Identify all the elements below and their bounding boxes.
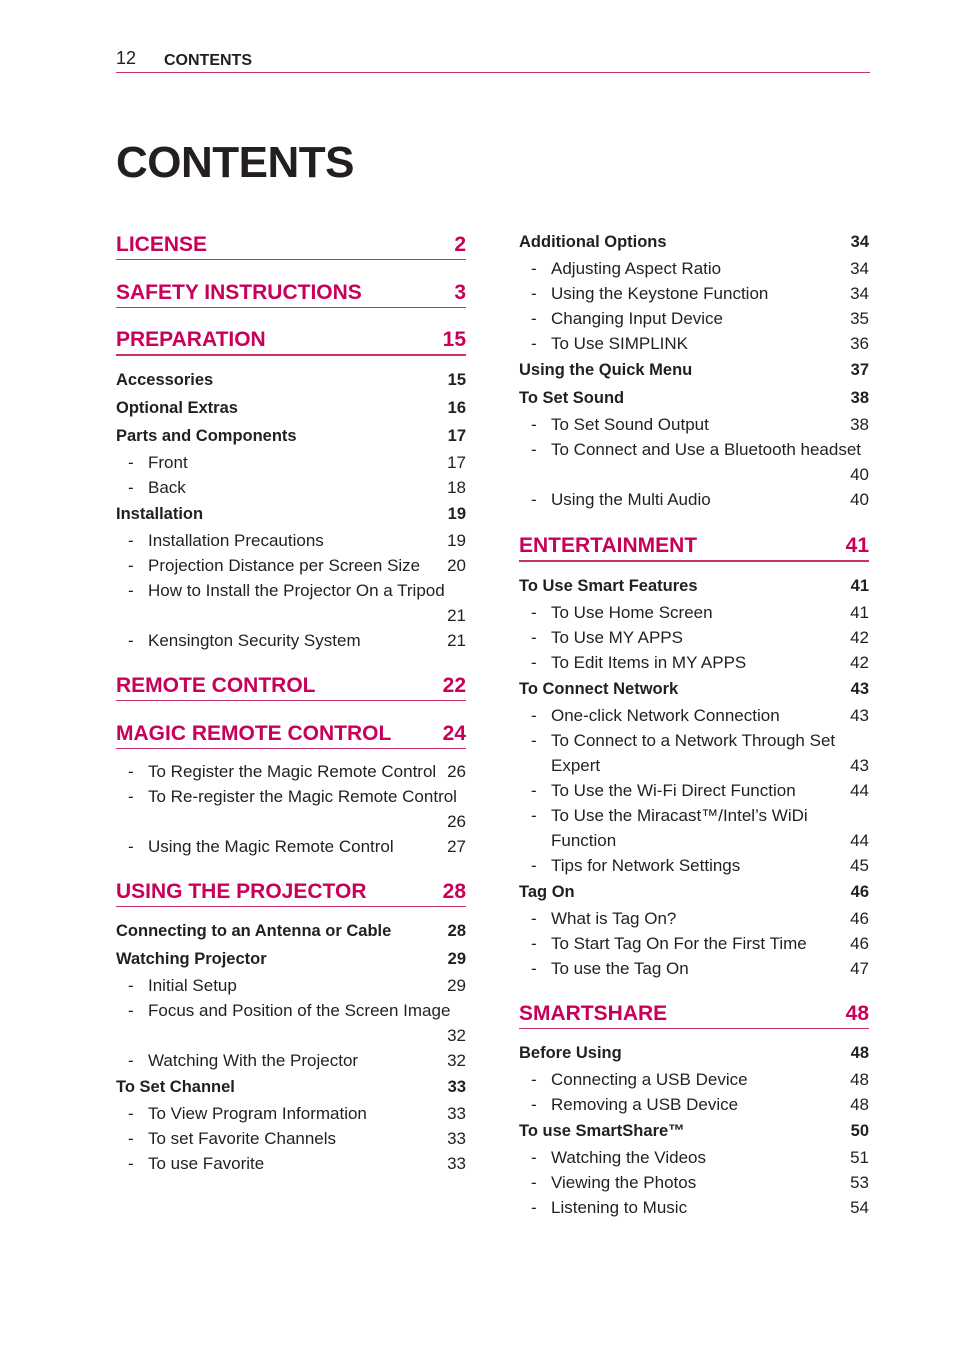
toc-entry[interactable]: Connecting to an Antenna or Cable 28 [116,922,466,940]
toc-entry[interactable]: Using the Quick Menu 37 [519,361,869,379]
toc-section-smartshare [519,997,869,1220]
toc-entry[interactable]: To Set Sound 38 [519,389,869,407]
toc-heading-smartshare[interactable]: SMARTSHARE 48 [519,997,869,1029]
toc-subentry[interactable]: - How to Install the Projector On a Tripod 21 [128,581,466,625]
toc-subentry[interactable]: - Initial Setup 29 [128,976,466,995]
toc-heading-remote[interactable]: REMOTE CONTROL 22 [116,669,466,701]
toc-subentry[interactable]: - To use the Tag On 47 [531,959,869,978]
toc-heading-magic-remote[interactable]: MAGIC REMOTE CONTROL 24 [116,717,466,749]
toc-heading-using-projector[interactable]: USING THE PROJECTOR 28 [116,875,466,907]
toc-subentry[interactable]: - To View Program Information 33 [128,1104,466,1123]
running-title: CONTENTS [164,52,252,69]
toc-section-using-projector [116,875,466,1176]
toc-subentry[interactable]: - Tips for Network Settings 45 [531,856,869,875]
toc-subentry[interactable]: - Using the Magic Remote Control 27 [128,837,466,856]
toc-subentry[interactable]: - Using the Keystone Function 34 [531,284,869,303]
toc-subentry[interactable]: - To Edit Items in MY APPS 42 [531,653,869,672]
toc-subentry[interactable]: - Back 18 [128,478,466,497]
toc-subentry[interactable]: - Removing a USB Device 48 [531,1095,869,1114]
toc-left-column [116,228,466,1192]
toc-entry[interactable]: To Set Channel 33 [116,1078,466,1096]
toc-subentry[interactable]: - Front 17 [128,453,466,472]
toc-subentry[interactable]: - Changing Input Device 35 [531,309,869,328]
toc-subentry[interactable]: - Kensington Security System 21 [128,631,466,650]
toc-subentry[interactable]: - What is Tag On? 46 [531,909,869,928]
toc-entry[interactable]: Additional Options 34 [519,233,869,251]
toc-subentry[interactable]: - Connecting a USB Device 48 [531,1070,869,1089]
toc-right-column [519,228,869,1236]
page-title: CONTENTS [116,138,354,187]
toc-subentry[interactable]: - To Use the Miracast™/Intel’s WiDi Function 44 [531,806,869,850]
toc-subentry[interactable]: - To Connect and Use a Bluetooth headset 40 [531,440,869,484]
toc-subentry[interactable]: - To Connect to a Network Through Set Expert 43 [531,731,869,775]
toc-entry[interactable]: Tag On 46 [519,883,869,901]
toc-subentry[interactable]: - Viewing the Photos 53 [531,1173,869,1192]
toc-section-magic-remote [116,717,466,859]
toc-subentry[interactable]: - Using the Multi Audio 40 [531,490,869,509]
toc-subentry[interactable]: - To Re-register the Magic Remote Control 26 [128,787,466,831]
toc-subentry[interactable]: - One-click Network Connection 43 [531,706,869,725]
toc-section-entertainment [519,530,869,981]
toc-subentry[interactable]: - To Use Home Screen 41 [531,603,869,622]
toc-heading-license[interactable]: LICENSE 2 [116,228,466,260]
toc-entry[interactable]: To Use Smart Features 41 [519,577,869,595]
toc-entry[interactable]: Optional Extras 16 [116,399,466,417]
toc-subentry[interactable]: - Focus and Position of the Screen Image 32 [128,1001,466,1045]
toc-subentry[interactable]: - To Use SIMPLINK 36 [531,334,869,353]
toc-subentry[interactable]: - To Register the Magic Remote Control 26 [128,762,466,781]
toc-subentry[interactable]: - Adjusting Aspect Ratio 34 [531,259,869,278]
toc-section-license [116,228,466,260]
toc-subentry[interactable]: - To Start Tag On For the First Time 46 [531,934,869,953]
toc-section-safety [116,276,466,308]
running-header [116,46,870,73]
toc-entry[interactable]: To use SmartShare™ 50 [519,1122,869,1140]
toc-entry[interactable]: Parts and Components 17 [116,427,466,445]
toc-subentry[interactable]: - Projection Distance per Screen Size 20 [128,556,466,575]
toc-entry[interactable]: To Connect Network 43 [519,680,869,698]
toc-entry[interactable]: Installation 19 [116,505,466,523]
toc-heading-safety[interactable]: SAFETY INSTRUCTIONS 3 [116,276,466,308]
page-number: 12 [116,48,137,68]
toc-subentry[interactable]: - To use Favorite 33 [128,1154,466,1173]
toc-subentry[interactable]: - Watching the Videos 51 [531,1148,869,1167]
toc-subentry[interactable]: - To Use the Wi-Fi Direct Function 44 [531,781,869,800]
toc-subentry[interactable]: - Listening to Music 54 [531,1198,869,1217]
toc-subentry[interactable]: - Watching With the Projector 32 [128,1051,466,1070]
toc-entry[interactable]: Accessories 15 [116,371,466,389]
toc-section-continued [519,228,869,512]
toc-section-preparation [116,324,466,653]
toc-subentry[interactable]: - To set Favorite Channels 33 [128,1129,466,1148]
toc-entry[interactable]: Watching Projector 29 [116,950,466,968]
toc-entry[interactable]: Before Using 48 [519,1044,869,1062]
toc-subentry[interactable]: - To Set Sound Output 38 [531,415,869,434]
toc-heading-preparation[interactable]: PREPARATION 15 [116,324,466,356]
toc-subentry[interactable]: - Installation Precautions 19 [128,531,466,550]
toc-section-remote [116,669,466,701]
toc-heading-entertainment[interactable]: ENTERTAINMENT 41 [519,530,869,562]
toc-subentry[interactable]: - To Use MY APPS 42 [531,628,869,647]
